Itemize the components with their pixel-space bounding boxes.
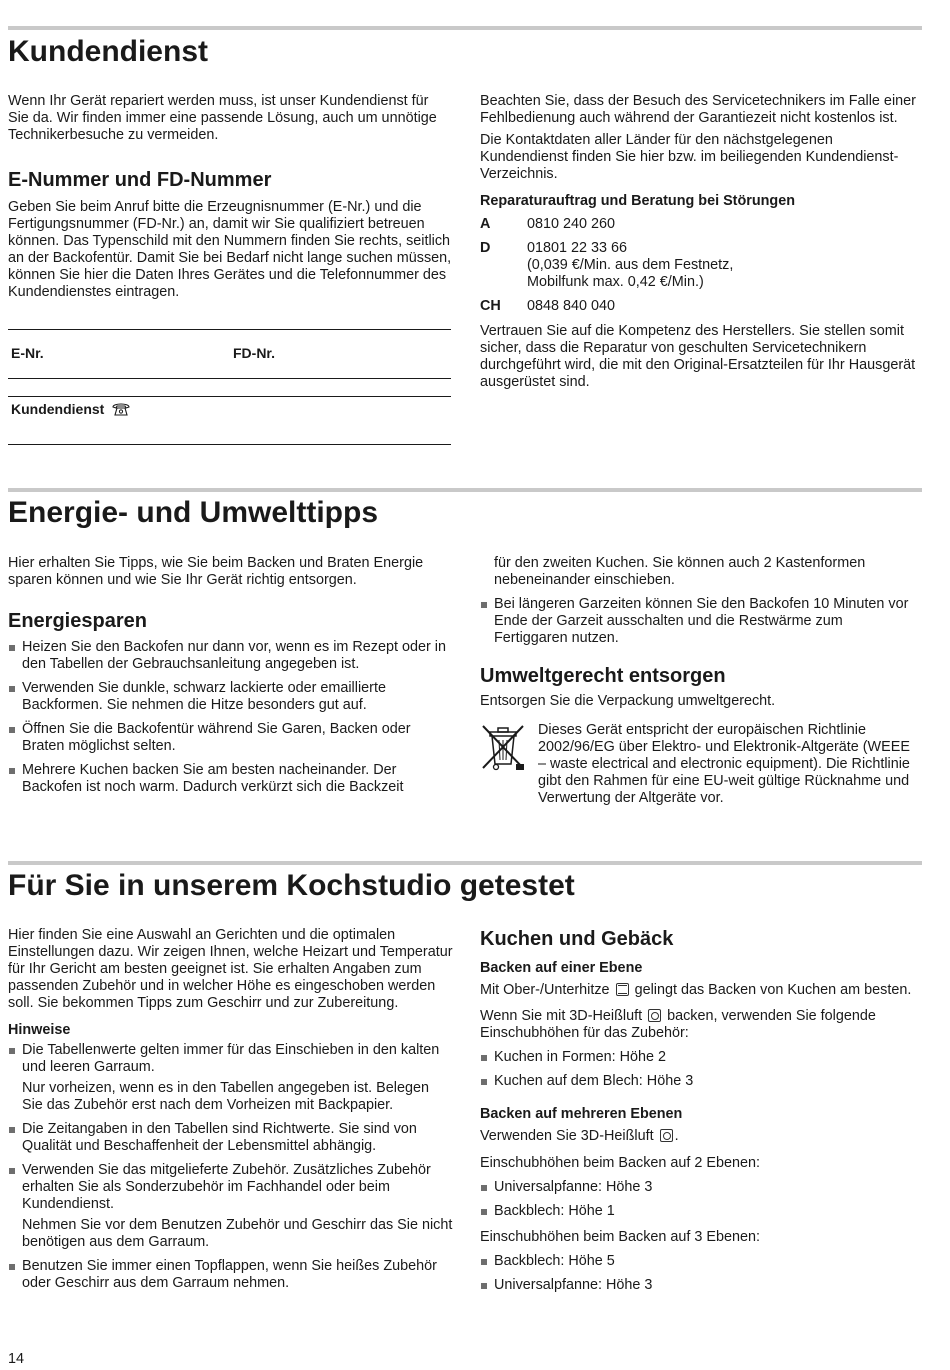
one-level-para-2 [480, 1008, 920, 1042]
three-levels-list [480, 1253, 920, 1294]
energiesparen-heading: Energiesparen [8, 610, 147, 632]
phone-note: (0,039 €/Min. aus dem Festnetz, [527, 257, 734, 273]
list-item [8, 1258, 453, 1292]
phone-row [480, 298, 920, 315]
phone-note: Mobilfunk max. 0,42 €/Min.) [527, 274, 704, 290]
fdnr-label: FD-Nr. [233, 345, 275, 361]
right-para-3: Vertrauen Sie auf die Kompetenz des Herstellers. Sie stellen somit sicher, dass die Reparatur von geschulten Servicetechnikern durchgeführt wird, die mit den Original-Ersatzteilen für Ihr Hausgerät ausgerüstet sind. [480, 323, 916, 390]
weee-text: Dieses Gerät entspricht der europäischen Richtlinie 2002/96/EG über Elektro- und Elektronik-Altgeräte (WEEE – waste electrical and electronic equipment). Die Richtlinie gibt den Rahmen für eine EU-weit gültige Rücknahme und Verwertung der Altgeräte vor. [538, 722, 910, 806]
phone-country: CH [480, 298, 501, 314]
phone-row [480, 240, 920, 291]
energy-tips-list-continued [480, 596, 920, 647]
one-level-p1-a: Mit Ober-/Unterhitze [480, 982, 610, 998]
form-rule-middle-2 [8, 396, 451, 397]
right-para-2: Die Kontaktdaten aller Länder für den nächstgelegenen Kundendienst finden Sie hier bzw. im beiliegenden Kundendienst-Verzeichnis. [480, 132, 899, 182]
one-level-para-1 [480, 982, 920, 999]
kundendienst-left-column [8, 93, 453, 306]
one-level-p2-a: Wenn Sie mit 3D-Heißluft [480, 1008, 643, 1024]
kochstudio-intro: Hier finden Sie eine Auswahl an Gerichten und die optimalen Einstellungen dazu. Wir zeigen Ihnen, welche Heizart und Temperatur für Ihr Gericht am besten geeignet ist. Sie erhalten Angaben zum passenden Zubehör und in welcher Höhe es eingeschoben werden soll. Sie bekommen Tipps zum Geschirr und zur Zubereitung. [8, 927, 453, 1011]
page-number: 14 [8, 1351, 25, 1367]
umwelt-text: Entsorgen Sie die Verpackung umweltgerecht. [480, 693, 776, 709]
three-levels-text: Einschubhöhen beim Backen auf 3 Ebenen: [480, 1229, 761, 1245]
list-item: Backblech: Höhe 1 [480, 1203, 920, 1220]
phone-number: 0810 240 260 [527, 216, 616, 232]
energie-right-column [480, 555, 920, 807]
phone-country: A [480, 216, 491, 232]
list-item: Backblech: Höhe 5 [480, 1253, 920, 1270]
kochstudio-right-column [480, 927, 920, 1301]
one-level-p1-b: gelingt das Backen von Kuchen am besten. [634, 982, 912, 998]
list-item [8, 1042, 453, 1114]
section-title-energie: Energie- und Umwelttipps [8, 496, 379, 529]
section-divider [8, 861, 922, 865]
phone-row [480, 216, 920, 233]
kundendienst-label-text: Kundendienst [11, 401, 105, 417]
form-rule-middle [8, 378, 451, 379]
form-rule-top [8, 329, 451, 330]
crossed-bin-icon [480, 722, 538, 807]
3d-hot-air-icon [648, 1009, 661, 1022]
kundendienst-intro: Wenn Ihr Gerät repariert werden muss, ist unser Kundendienst für Sie da. Wir finden immer eine passende Lösung, auch um unnötige Technikerbesuche zu vermeiden. [8, 93, 437, 143]
one-level-list [480, 1049, 920, 1090]
list-item: Bei längeren Garzeiten können Sie den Backofen 10 Minuten vor Ende der Garzeit ausschalten und die Restwärme zum Fertiggaren nutzen. [480, 596, 920, 647]
list-item: Universalpfanne: Höhe 3 [480, 1277, 920, 1294]
list-item: Öffnen Sie die Backofentür während Sie Garen, Backen oder Braten möglichst selten. [8, 721, 453, 755]
section-title-kundendienst: Kundendienst [8, 35, 208, 68]
multi-level-heading: Backen auf mehreren Ebenen [480, 1106, 683, 1122]
hint-text: Benutzen Sie immer einen Topflappen, wenn Sie heißes Zubehör oder Geschirr aus dem Garraum nehmen. [22, 1258, 437, 1291]
hint-text: Verwenden Sie das mitgelieferte Zubehör. Zusätzliches Zubehör erhalten Sie als Sonderzubehör im Fachhandel oder beim Kundendienst. [22, 1162, 431, 1212]
multi-p1-a: Verwenden Sie 3D-Heißluft [480, 1128, 654, 1144]
repair-heading: Reparaturauftrag und Beratung bei Störungen [480, 193, 796, 209]
phone-number: 0848 840 040 [527, 298, 616, 314]
enr-label: E-Nr. [11, 345, 44, 361]
kundendienst-phone-label [11, 401, 131, 421]
right-para-1: Beachten Sie, dass der Besuch des Servicetechnikers im Falle einer Fehlbedienung auch während der Garantiezeit nicht kostenlos ist. [480, 93, 916, 126]
hint-text: Die Zeitangaben in den Tabellen sind Richtwerte. Sie sind von Qualität und Beschaffenheit der Lebensmittel abhängig. [22, 1121, 417, 1154]
hint-text: Die Tabellenwerte gelten immer für das Einschieben in den kalten und leeren Garraum. [22, 1042, 440, 1075]
phone-number: 01801 22 33 66 [527, 240, 628, 256]
section-title-kochstudio: Für Sie in unserem Kochstudio getestet [8, 869, 575, 902]
enr-heading: E-Nummer und FD-Nummer [8, 169, 272, 191]
list-item: Heizen Sie den Backofen nur dann vor, wenn es im Rezept oder in den Tabellen der Gebrauchsanleitung angegeben ist. [8, 639, 453, 673]
kuchen-heading: Kuchen und Gebäck [480, 928, 674, 950]
two-levels-list [480, 1179, 920, 1220]
one-level-p2-b: backen, verwenden Sie folgende Einschubhöhen für das Zubehör: [480, 1008, 876, 1041]
energie-left-column [8, 555, 453, 803]
energy-tips-list [8, 639, 453, 796]
list-item [8, 1162, 453, 1251]
hint-subtext: Nur vorheizen, wenn es in den Tabellen angegeben ist. Belegen Sie das Zubehör erst nach dem Vorheizen mit Backpapier. [22, 1080, 429, 1113]
list-item [8, 1121, 453, 1155]
kochstudio-left-column [8, 927, 453, 1299]
one-level-heading: Backen auf einer Ebene [480, 960, 643, 976]
section-divider [8, 26, 922, 30]
phone-icon [111, 401, 131, 421]
list-item: Universalpfanne: Höhe 3 [480, 1179, 920, 1196]
form-rule-bottom [8, 444, 451, 445]
hints-list [8, 1042, 453, 1292]
list-item: Mehrere Kuchen backen Sie am besten nacheinander. Der Backofen ist noch warm. Dadurch verkürzt sich die Backzeit [8, 762, 453, 796]
list-item: Kuchen auf dem Blech: Höhe 3 [480, 1073, 920, 1090]
umwelt-heading: Umweltgerecht entsorgen [480, 665, 726, 687]
multi-p1-b: . [674, 1128, 679, 1144]
multi-level-para [480, 1128, 920, 1145]
hint-subtext: Nehmen Sie vor dem Benutzen Zubehör und Geschirr das Sie nicht benötigen aus dem Garraum. [22, 1217, 453, 1250]
phone-list [480, 216, 920, 315]
phone-country: D [480, 240, 491, 256]
energy-item-continuation: für den zweiten Kuchen. Sie können auch 2 Kastenformen nebeneinander einschieben. [494, 555, 866, 588]
hinweise-heading: Hinweise [8, 1022, 71, 1038]
list-item: Kuchen in Formen: Höhe 2 [480, 1049, 920, 1066]
section-divider [8, 488, 922, 492]
energie-intro: Hier erhalten Sie Tipps, wie Sie beim Backen und Braten Energie sparen können und wie Sie Ihr Gerät richtig entsorgen. [8, 555, 424, 588]
weee-block [480, 722, 920, 807]
kundendienst-right-column [480, 93, 920, 396]
top-bottom-heat-icon [616, 983, 629, 996]
list-item: Verwenden Sie dunkle, schwarz lackierte oder emaillierte Backformen. Sie nehmen die Hitze besonders gut auf. [8, 680, 453, 714]
enr-text: Geben Sie beim Anruf bitte die Erzeugnisnummer (E-Nr.) und die Fertigungsnummer (FD-Nr.) an, damit wir Sie qualifiziert betreuen können. Das Typenschild mit den Nummern finden Sie rechts, seitlich an der Backofentür. Damit Sie bei Bedarf nicht lange suchen müssen, können Sie hier die Daten Ihres Gerätes und die Telefonnummer des Kundendienstes eintragen. [8, 199, 452, 300]
phone-number-block [527, 240, 920, 291]
two-levels-text: Einschubhöhen beim Backen auf 2 Ebenen: [480, 1155, 761, 1171]
3d-hot-air-icon [660, 1129, 673, 1142]
